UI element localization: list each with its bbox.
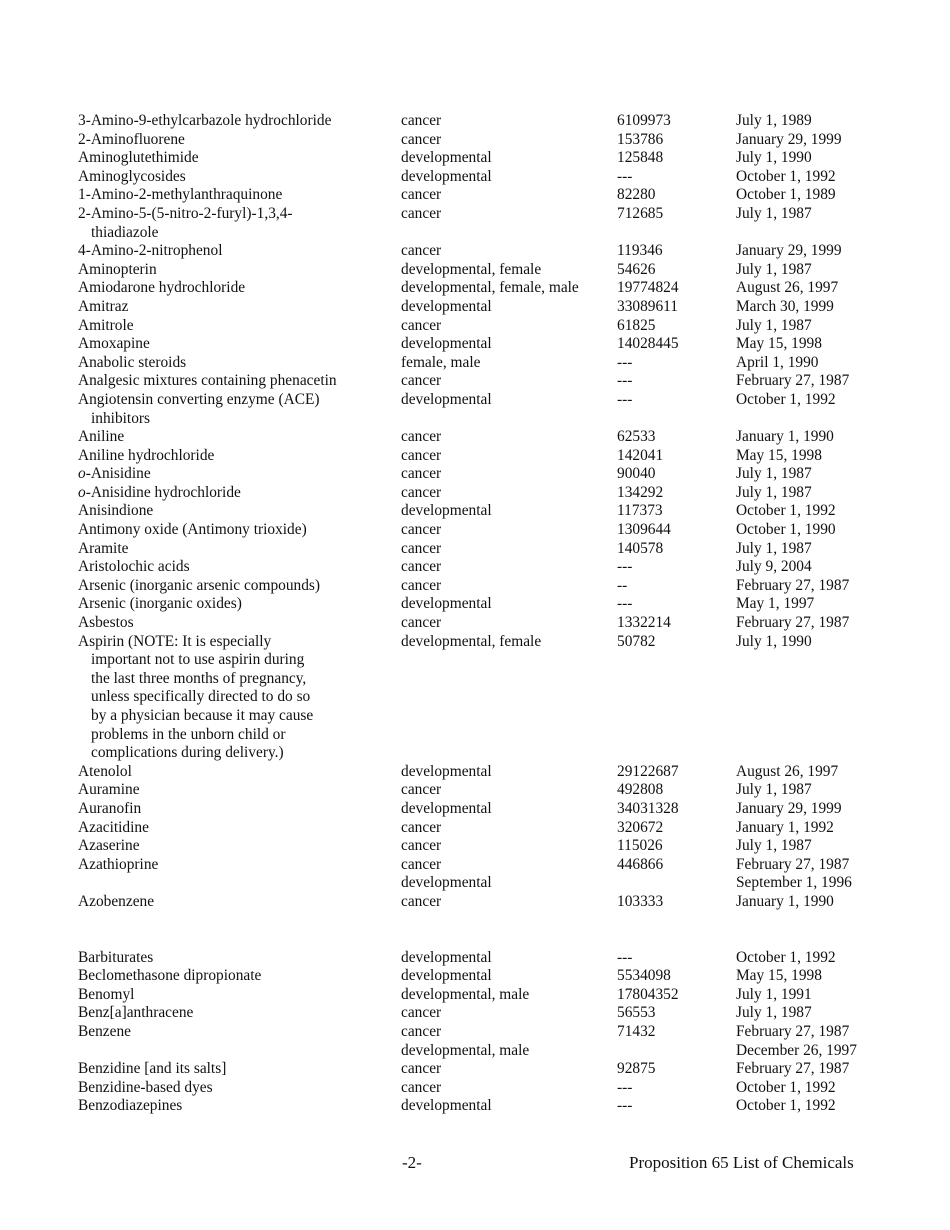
chemical-name-text: Aspirin (NOTE: It is especially	[78, 632, 272, 650]
cas-number: 492808	[617, 781, 664, 799]
chemical-name-text: Benomyl	[78, 985, 135, 1003]
toxicity-type: cancer	[401, 558, 442, 576]
listing-date: July 1, 1991	[736, 985, 812, 1003]
chemical-name	[78, 354, 383, 373]
cas-number: 29122687	[617, 762, 679, 780]
toxicity-type: cancer	[401, 539, 442, 557]
chemical-name-text: Aristolochic acids	[78, 558, 190, 576]
chemical-name-continuation: important not to use aspirin during	[91, 651, 305, 669]
toxicity-type: developmental	[401, 967, 492, 985]
listing-date: January 1, 1990	[736, 428, 834, 446]
chemical-name-continuation: complications during delivery.)	[91, 744, 284, 762]
listing-date: May 15, 1998	[736, 335, 822, 353]
toxicity-type: cancer	[401, 1078, 442, 1096]
chemical-name	[78, 595, 383, 614]
toxicity-type: cancer	[401, 1060, 442, 1078]
listing-date: May 15, 1998	[736, 446, 822, 464]
cas-number: 446866	[617, 855, 664, 873]
cas-number: 142041	[617, 446, 664, 464]
chemical-row	[78, 1097, 928, 1116]
chemical-row	[78, 986, 928, 1005]
listing-date: July 1, 1987	[736, 204, 812, 222]
chemical-name-text: Azacitidine	[78, 818, 149, 836]
toxicity-type: developmental, female	[401, 632, 542, 650]
chemical-name	[78, 1004, 383, 1023]
listing-date: July 9, 2004	[736, 558, 812, 576]
chemical-name	[78, 205, 383, 242]
chemical-name-continuation: the last three months of pregnancy,	[91, 669, 307, 687]
toxicity-type: cancer	[401, 614, 442, 632]
chemical-row	[78, 558, 928, 577]
chemical-row	[78, 186, 928, 205]
listing-date: January 1, 1990	[736, 892, 834, 910]
cas-number: 153786	[617, 130, 664, 148]
chemical-name	[78, 781, 383, 800]
listing-date: July 1, 1987	[736, 539, 812, 557]
chemical-row	[78, 1023, 928, 1042]
listing-date: October 1, 1992	[736, 502, 836, 520]
listing-date: February 27, 1987	[736, 372, 850, 390]
chemical-name-text: Auramine	[78, 781, 140, 799]
chemical-name	[78, 279, 383, 298]
toxicity-type: cancer	[401, 576, 442, 594]
chemical-name-text: -Anisidine	[85, 465, 151, 483]
chemical-row	[78, 633, 928, 763]
chemical-name	[78, 577, 383, 596]
cas-number: 115026	[617, 837, 663, 855]
chemical-row	[78, 1004, 928, 1023]
chemical-name	[78, 484, 383, 503]
listing-date: July 1, 1990	[736, 632, 812, 650]
chemical-name	[78, 242, 383, 261]
listing-date: October 1, 1989	[736, 186, 836, 204]
toxicity-type: developmental, female	[401, 260, 542, 278]
page-number: -2-	[402, 1153, 422, 1172]
chemical-row	[78, 800, 928, 819]
chemical-row	[78, 595, 928, 614]
toxicity-type: developmental	[401, 595, 492, 613]
toxicity-type: developmental	[401, 297, 492, 315]
chemical-row	[78, 521, 928, 540]
chemical-name-text: Amoxapine	[78, 335, 150, 353]
listing-date: July 1, 1987	[736, 260, 812, 278]
chemical-name-text: Anisindione	[78, 502, 154, 520]
chemical-name	[78, 633, 383, 763]
chemical-name-text: Benzene	[78, 1022, 131, 1040]
listing-date: January 1, 1992	[736, 818, 834, 836]
listing-date: July 1, 1987	[736, 1004, 812, 1022]
chemical-name-continuation: by a physician because it may cause	[91, 707, 314, 724]
chemical-name	[78, 819, 383, 838]
listing-date: February 27, 1987	[736, 1060, 850, 1078]
chemical-name-text: 2-Aminofluorene	[78, 130, 185, 148]
chemical-row	[78, 614, 928, 633]
chemical-row	[78, 261, 928, 280]
chemical-name	[78, 168, 383, 187]
listing-date: May 15, 1998	[736, 967, 822, 985]
chemical-name-text: Aminopterin	[78, 260, 157, 278]
chemical-name-text: Azathioprine	[78, 855, 159, 873]
cas-number: 134292	[617, 483, 664, 501]
listing-date: July 1, 1987	[736, 465, 812, 483]
chemical-name-text: 2-Amino-5-(5-nitro-2-furyl)-1,3,4-	[78, 204, 293, 222]
cas-number: 14028445	[617, 335, 679, 353]
chemical-name	[78, 372, 383, 391]
chemical-row	[78, 819, 928, 838]
chemical-row	[78, 372, 928, 391]
cas-number: 33089611	[617, 297, 678, 315]
chemical-row	[78, 428, 928, 447]
cas-number: 117373	[617, 502, 663, 520]
chemical-name	[78, 149, 383, 168]
chemical-row	[78, 577, 928, 596]
listing-date: February 27, 1987	[736, 855, 850, 873]
chemical-row	[78, 447, 928, 466]
toxicity-type: cancer	[401, 372, 442, 390]
toxicity-type: developmental, male	[401, 985, 530, 1003]
chemical-name-text: Benzodiazepines	[78, 1097, 183, 1115]
toxicity-type: cancer	[401, 465, 442, 483]
chemical-name-text: Azobenzene	[78, 892, 155, 910]
toxicity-type: developmental, female, male	[401, 279, 579, 297]
cas-number: 103333	[617, 892, 664, 910]
listing-date: February 27, 1987	[736, 1022, 850, 1040]
toxicity-type: developmental	[401, 390, 492, 408]
cas-number: ---	[617, 1097, 633, 1115]
toxicity-type: cancer	[401, 1004, 442, 1022]
cas-number: 71432	[617, 1022, 656, 1040]
cas-number: 140578	[617, 539, 664, 557]
chemical-name-text: Aniline hydrochloride	[78, 446, 215, 464]
chemical-row	[78, 242, 928, 261]
chemical-name	[78, 186, 383, 205]
chemical-name-text: Auranofin	[78, 800, 142, 817]
chemical-name-continuation: problems in the unborn child or	[91, 725, 286, 743]
listing-date: August 26, 1997	[736, 762, 839, 780]
cas-number: ---	[617, 595, 633, 613]
chemical-name-continuation: unless specifically directed to do so	[91, 688, 311, 706]
cas-number: 119346	[617, 242, 663, 260]
cas-number: ---	[617, 390, 633, 408]
chemical-name-text: Aminoglutethimide	[78, 149, 199, 167]
toxicity-type: cancer	[401, 1022, 442, 1040]
cas-number: --	[617, 576, 628, 594]
chemical-name	[78, 614, 383, 633]
chemical-row	[78, 502, 928, 521]
cas-number: 92875	[617, 1060, 656, 1078]
chemical-name	[78, 261, 383, 280]
listing-date: February 27, 1987	[736, 576, 850, 594]
listing-date: October 1, 1992	[736, 390, 836, 408]
listing-date: July 1, 1987	[736, 316, 812, 334]
listing-date: October 1, 1992	[736, 1078, 836, 1096]
cas-number: 82280	[617, 186, 656, 204]
toxicity-type: female, male	[401, 353, 481, 371]
chemical-name	[78, 428, 383, 447]
chemical-name-text: Atenolol	[78, 762, 132, 780]
chemical-name-text: 3-Amino-9-ethylcarbazole hydrochloride	[78, 112, 332, 129]
listing-date: January 29, 1999	[736, 130, 842, 148]
chemical-name	[78, 986, 383, 1005]
toxicity-type: cancer	[401, 855, 442, 873]
cas-number: 5534098	[617, 967, 671, 985]
listing-date: August 26, 1997	[736, 279, 839, 297]
chemical-name-text: Benz[a]anthracene	[78, 1004, 194, 1022]
chemical-row	[78, 967, 928, 986]
chemical-name-text: Amitraz	[78, 297, 129, 315]
listing-date: January 29, 1999	[736, 242, 842, 260]
chemical-row	[78, 781, 928, 800]
cas-number: 17804352	[617, 985, 679, 1003]
listing-date: July 1, 1987	[736, 483, 812, 501]
cas-number: 62533	[617, 428, 656, 446]
chemical-row	[78, 131, 928, 150]
toxicity-type: cancer	[401, 316, 442, 334]
chemical-name	[78, 112, 383, 131]
listing-date: January 29, 1999	[736, 800, 842, 817]
chemical-row	[78, 484, 928, 503]
chemical-name	[78, 521, 383, 540]
chemical-row	[78, 763, 928, 782]
toxicity-type: developmental	[401, 502, 492, 520]
chemical-name	[78, 558, 383, 577]
toxicity-type: cancer	[401, 242, 442, 260]
chemical-name	[78, 893, 383, 912]
cas-number: 56553	[617, 1004, 656, 1022]
chemical-name-text: Barbiturates	[78, 948, 154, 966]
chemical-row	[78, 1060, 928, 1079]
toxicity-type: cancer	[401, 130, 442, 148]
chemical-name	[78, 1079, 383, 1098]
chemical-row	[78, 168, 928, 187]
chemical-name-text: Angiotensin converting enzyme (ACE)	[78, 390, 320, 408]
chemical-row	[78, 391, 928, 428]
chemical-name-text: Amitrole	[78, 316, 134, 334]
cas-number: 61825	[617, 316, 656, 334]
chemical-row	[78, 856, 928, 875]
chemical-name	[78, 856, 383, 875]
listing-date: July 1, 1987	[736, 837, 812, 855]
chemical-row	[78, 1079, 928, 1098]
listing-date: July 1, 1990	[736, 149, 812, 167]
cas-number: ---	[617, 558, 633, 576]
cas-number: 54626	[617, 260, 656, 278]
chemical-row	[78, 335, 928, 354]
chemical-row	[78, 354, 928, 373]
chemical-name-text: Arsenic (inorganic oxides)	[78, 595, 242, 613]
chemical-row	[78, 149, 928, 168]
toxicity-type: developmental	[401, 149, 492, 167]
toxicity-type: cancer	[401, 428, 442, 446]
toxicity-type: developmental	[401, 874, 492, 892]
chemical-name-text: Amiodarone hydrochloride	[78, 279, 246, 297]
chemical-row	[78, 837, 928, 856]
toxicity-type: cancer	[401, 837, 442, 855]
listing-date: October 1, 1992	[736, 1097, 836, 1115]
chemical-name-text: 1-Amino-2-methylanthraquinone	[78, 186, 283, 204]
document-title: Proposition 65 List of Chemicals	[629, 1153, 854, 1172]
chemical-name-text: Azaserine	[78, 837, 140, 855]
chemical-name-text: -Anisidine hydrochloride	[85, 483, 241, 501]
chemical-name	[78, 949, 383, 968]
cas-number: 90040	[617, 465, 656, 483]
chemical-row	[78, 540, 928, 559]
chemical-name	[78, 763, 383, 782]
chemical-row	[78, 112, 928, 131]
chemical-name	[78, 465, 383, 484]
cas-number: 6109973	[617, 112, 671, 129]
chemical-name-text: Benzidine [and its salts]	[78, 1060, 227, 1078]
chemical-name	[78, 967, 383, 986]
listing-date: October 1, 1992	[736, 948, 836, 966]
chemical-name	[78, 800, 383, 819]
chemical-name-continuation: inhibitors	[91, 409, 150, 427]
chemical-name	[78, 298, 383, 317]
listing-date: February 27, 1987	[736, 614, 850, 632]
toxicity-type: developmental	[401, 762, 492, 780]
chemical-list	[78, 112, 928, 1116]
chemical-name-text: Aramite	[78, 539, 129, 557]
chemical-name-text: Antimony oxide (Antimony trioxide)	[78, 521, 307, 539]
chemical-name	[78, 1023, 383, 1042]
listing-date: July 1, 1987	[736, 781, 812, 799]
chemical-name-text: Benzidine-based dyes	[78, 1078, 213, 1096]
toxicity-type: cancer	[401, 521, 442, 539]
chemical-name	[78, 391, 383, 428]
toxicity-type: developmental	[401, 335, 492, 353]
toxicity-type: cancer	[401, 186, 442, 204]
chemical-name	[78, 1060, 383, 1079]
chemical-name	[78, 502, 383, 521]
chemical-name	[78, 447, 383, 466]
listing-date: May 1, 1997	[736, 595, 815, 613]
chemical-row	[78, 298, 928, 317]
chemical-name-text: Beclomethasone dipropionate	[78, 967, 262, 985]
cas-number: ---	[617, 353, 633, 371]
toxicity-type: developmental	[401, 1097, 492, 1115]
cas-number: ---	[617, 948, 633, 966]
chemical-row	[78, 1042, 928, 1061]
listing-date: October 1, 1990	[736, 521, 836, 539]
chemical-name-text: Aniline	[78, 428, 125, 446]
listing-date: October 1, 1992	[736, 167, 836, 185]
chemical-row	[78, 874, 928, 893]
chemical-name-text: Arsenic (inorganic arsenic compounds)	[78, 576, 321, 594]
cas-number: ---	[617, 167, 633, 185]
chemical-name	[78, 837, 383, 856]
cas-number: 1309644	[617, 521, 671, 539]
toxicity-type: developmental	[401, 800, 492, 817]
chemical-row	[78, 205, 928, 242]
toxicity-type: developmental	[401, 948, 492, 966]
chemical-row	[78, 317, 928, 336]
toxicity-type: cancer	[401, 892, 442, 910]
chemical-name-prefix: o	[78, 465, 86, 483]
cas-number: 34031328	[617, 800, 679, 817]
chemical-row	[78, 465, 928, 484]
chemical-name	[78, 540, 383, 559]
chemical-name-continuation: thiadiazole	[91, 223, 159, 241]
cas-number: 320672	[617, 818, 664, 836]
listing-date: March 30, 1999	[736, 297, 834, 315]
cas-number: 19774824	[617, 279, 679, 297]
chemical-name-text: Aminoglycosides	[78, 167, 186, 185]
chemical-name-text: Analgesic mixtures containing phenacetin	[78, 372, 337, 390]
chemical-name	[78, 317, 383, 336]
listing-date: July 1, 1989	[736, 112, 812, 129]
listing-date: April 1, 1990	[736, 353, 819, 371]
chemical-name-prefix: o	[78, 483, 86, 501]
cas-number: 712685	[617, 204, 664, 222]
cas-number: 125848	[617, 149, 664, 167]
cas-number: 1332214	[617, 614, 671, 632]
listing-date: September 1, 1996	[736, 874, 852, 892]
toxicity-type: cancer	[401, 483, 442, 501]
chemical-row	[78, 949, 928, 968]
chemical-name	[78, 131, 383, 150]
listing-date: December 26, 1997	[736, 1041, 857, 1059]
cas-number: ---	[617, 1078, 633, 1096]
cas-number: 50782	[617, 632, 656, 650]
chemical-name-text: Anabolic steroids	[78, 353, 187, 371]
toxicity-type: developmental, male	[401, 1041, 530, 1059]
cas-number: ---	[617, 372, 633, 390]
toxicity-type: cancer	[401, 818, 442, 836]
toxicity-type: developmental	[401, 167, 492, 185]
toxicity-type: cancer	[401, 112, 442, 129]
chemical-name-text: 4-Amino-2-nitrophenol	[78, 242, 223, 260]
toxicity-type: cancer	[401, 446, 442, 464]
toxicity-type: cancer	[401, 204, 442, 222]
chemical-name	[78, 1097, 383, 1116]
chemical-row	[78, 279, 928, 298]
toxicity-type: cancer	[401, 781, 442, 799]
chemical-name-text: Asbestos	[78, 614, 134, 632]
chemical-row	[78, 893, 928, 912]
section-gap	[78, 912, 928, 949]
chemical-name	[78, 335, 383, 354]
